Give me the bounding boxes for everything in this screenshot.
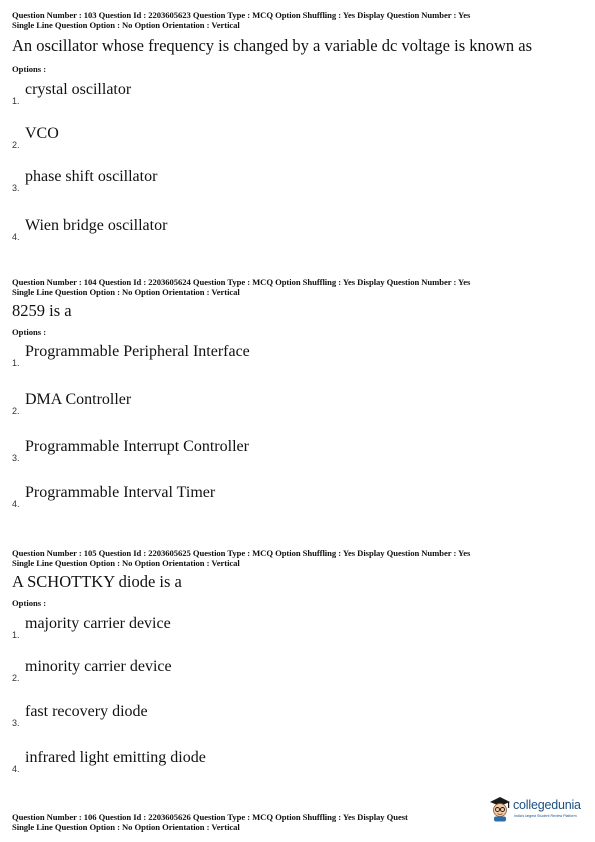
- option-text: Wien bridge oscillator: [25, 217, 168, 234]
- option-number: 1.: [12, 630, 20, 640]
- options-label: Options :: [12, 64, 47, 74]
- question-meta: Question Number : 104 Question Id : 2203605624 Question Type : MCQ Option Shuffling : Yes Display Question Number : Yes: [12, 277, 471, 287]
- option-3[interactable]: [12, 167, 572, 193]
- option-number: 4.: [12, 499, 20, 509]
- question-meta: Question Number : 105 Question Id : 2203605625 Question Type : MCQ Option Shuffling : Yes Display Question Number : Yes: [12, 548, 471, 558]
- option-3[interactable]: [12, 702, 572, 728]
- option-number: 1.: [12, 358, 20, 368]
- question-meta: Question Number : 106 Question Id : 2203605626 Question Type : MCQ Option Shuffling : Yes Display Quest: [12, 812, 408, 822]
- option-number: 4.: [12, 232, 20, 242]
- option-4[interactable]: [12, 216, 572, 242]
- question-meta: Single Line Question Option : No Option Orientation : Vertical: [12, 822, 240, 832]
- option-text: majority carrier device: [25, 615, 171, 632]
- collegedunia-logo: [489, 794, 589, 828]
- option-text: DMA Controller: [25, 391, 132, 408]
- option-1[interactable]: [12, 614, 572, 640]
- option-text: Programmable Peripheral Interface: [25, 343, 250, 360]
- option-text: Programmable Interval Timer: [25, 484, 216, 501]
- option-number: 1.: [12, 96, 20, 106]
- option-1[interactable]: [12, 80, 572, 106]
- option-number: 3.: [12, 453, 20, 463]
- option-2[interactable]: [12, 124, 572, 150]
- logo-tagline: India's largest Student Review Platform: [514, 814, 577, 818]
- option-text: phase shift oscillator: [25, 168, 158, 185]
- option-text: fast recovery diode: [25, 703, 148, 720]
- options-label: Options :: [12, 598, 47, 608]
- option-text: crystal oscillator: [25, 81, 132, 98]
- graduate-mascot-icon: [489, 796, 511, 822]
- question-103: [12, 10, 582, 74]
- option-number: 2.: [12, 673, 20, 683]
- question-text: 8259 is a: [12, 301, 72, 320]
- option-2[interactable]: [12, 657, 572, 683]
- question-meta: Question Number : 103 Question Id : 2203605623 Question Type : MCQ Option Shuffling : Yes Display Question Number : Yes: [12, 10, 471, 20]
- question-meta: Single Line Question Option : No Option Orientation : Vertical: [12, 558, 240, 568]
- option-text: Programmable Interrupt Controller: [25, 438, 249, 455]
- option-number: 2.: [12, 140, 20, 150]
- question-meta: Single Line Question Option : No Option Orientation : Vertical: [12, 287, 240, 297]
- option-number: 3.: [12, 183, 20, 193]
- option-2[interactable]: [12, 390, 572, 416]
- question-104: [12, 277, 582, 337]
- option-4[interactable]: [12, 483, 572, 509]
- option-1[interactable]: [12, 342, 572, 368]
- option-number: 2.: [12, 406, 20, 416]
- question-text: An oscillator whose frequency is changed by a variable dc voltage is known as: [12, 36, 533, 55]
- options-label: Options :: [12, 327, 47, 337]
- option-3[interactable]: [12, 437, 572, 463]
- logo-name: collegedunia: [513, 798, 581, 812]
- question-text: A SCHOTTKY diode is a: [12, 572, 182, 591]
- question-105: [12, 548, 582, 608]
- option-number: 4.: [12, 764, 20, 774]
- option-text: infrared light emitting diode: [25, 749, 206, 766]
- option-4[interactable]: [12, 748, 572, 774]
- option-text: VCO: [25, 125, 59, 142]
- option-number: 3.: [12, 718, 20, 728]
- question-meta: Single Line Question Option : No Option Orientation : Vertical: [12, 20, 240, 30]
- option-text: minority carrier device: [25, 658, 172, 675]
